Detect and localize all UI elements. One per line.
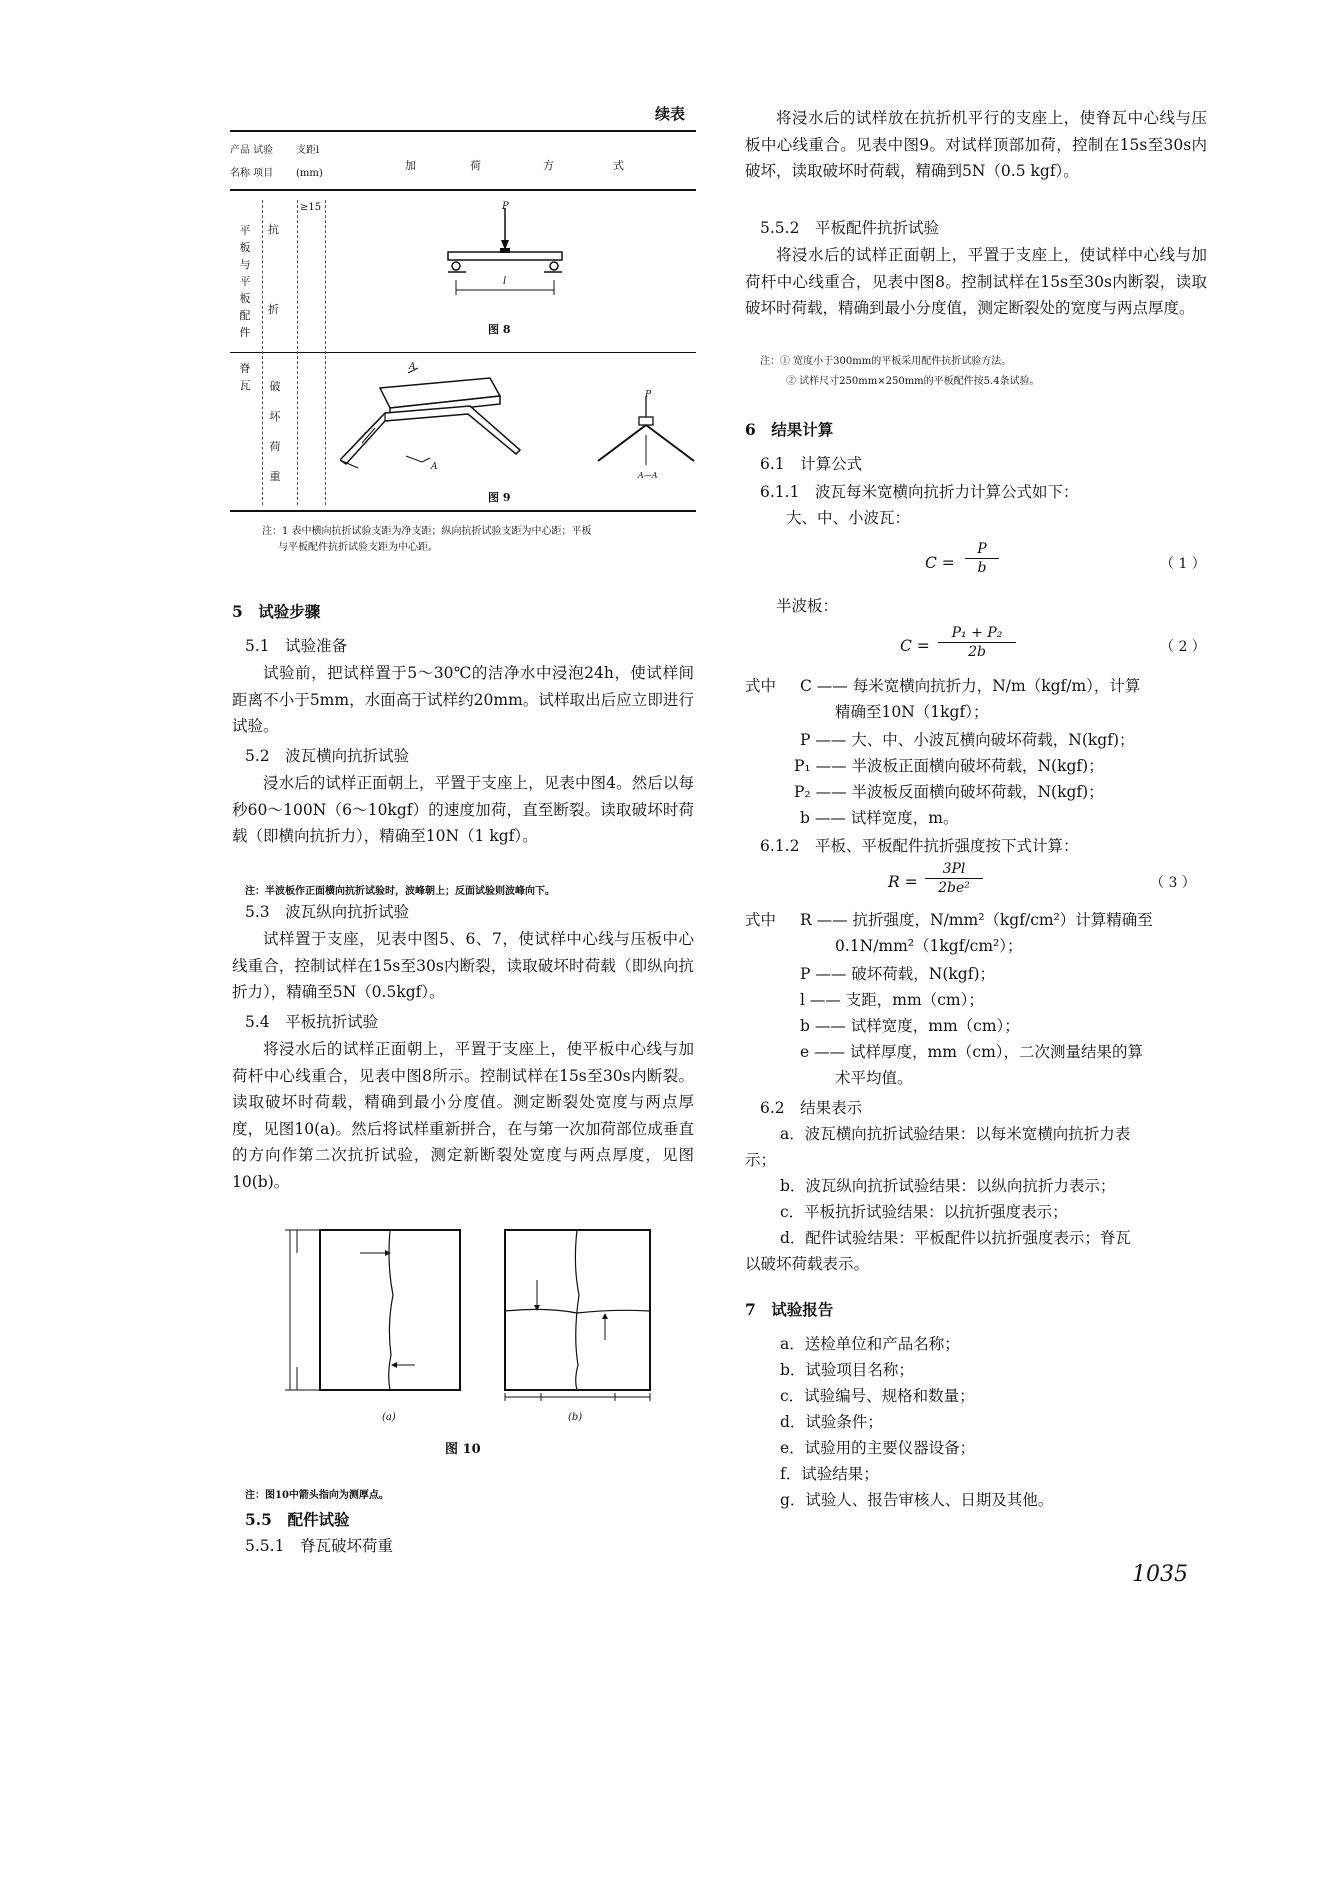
header-loading-2: 荷: [470, 159, 481, 172]
def-b: b —— 试样宽度，m。: [800, 809, 959, 827]
section-6-1-title: 6.1 计算公式: [760, 455, 863, 473]
table-note-line2: 与平板配件抗折试验支距为中心距。: [278, 542, 438, 553]
row1-span: ≥15: [300, 202, 322, 213]
def-l: l —— 支距，mm（cm）；: [800, 991, 984, 1009]
report-item-c: c．试验编号、规格和数量；: [780, 1387, 975, 1405]
def-C-2: 精确至10N（1kgf）；: [835, 703, 989, 721]
def-e-1: e —— 试样厚度，mm（cm），二次测量结果的算: [800, 1043, 1144, 1061]
fig8-diagram: [440, 200, 570, 310]
table-col-divider-2: [297, 200, 298, 505]
page-number: 1035: [1132, 1562, 1188, 1587]
report-item-d: d．试验条件；: [780, 1413, 883, 1431]
half-wave-label: 半波板：: [776, 597, 839, 615]
section-5-5-1-title: 5.5.1 脊瓦破坏荷重: [245, 1537, 393, 1555]
section-5-5-2-note-2: ② 试样尺寸250mm×250mm的平板配件按5.4条试验。: [786, 376, 1040, 387]
section-6-1-2-text: 6.1.2 平板、平板配件抗折强度按下式计算：: [760, 837, 1079, 855]
eq1-number: （ 1 ）: [1160, 556, 1206, 572]
def-R-2: 0.1N/mm²（1kgf/cm²）；: [835, 937, 1023, 955]
section-6-1-1-sub: 大、中、小波瓦：: [786, 509, 911, 527]
section-6-title: 6 结果计算: [745, 420, 834, 439]
section-5-5-2-text: 将浸水后的试样正面朝上，平置于支座上，使试样中心线与加荷杆中心线重合，见表中图8。控制试样在15s至30s内断裂，读取破坏时荷载，精确到最小分度值，测定断裂处的宽度与两点厚度。: [745, 246, 1207, 317]
eq1-lhs: C =: [925, 554, 955, 572]
row1-product: 平板与平板配件: [239, 224, 251, 339]
eq3-numerator: 3Pl: [925, 860, 983, 879]
fig9-ridge-tile: [340, 358, 540, 480]
section-5-2-text: 浸水后的试样正面朝上，平置于支座上，见表中图4。然后以每秒60～100N（6～10kgf）的速度加荷，直至断裂。读取破坏时荷载（即横向抗折力），精确至10N（1 kgf）。: [232, 774, 694, 845]
section-5-3-text: 试样置于支座，见表中图5、6、7，使试样中心线与压板中心线重合，控制试样在15s至30s内断裂，读取破坏时荷载（即纵向抗折力），精确至5N（0.5kgf）。: [232, 930, 694, 1001]
def-P1: P₁ —— 半波板正面横向破坏荷载，N(kgf)；: [794, 757, 1104, 775]
header-loading-4: 式: [613, 159, 624, 172]
section-5-2-note: 注：半波板作正面横向抗折试验时，波峰朝上；反面试验则波峰向下。: [245, 886, 555, 897]
eq1-numerator: P: [965, 540, 999, 559]
section-5-4-title: 5.4 平板抗折试验: [245, 1013, 379, 1031]
result-b: b．波瓦纵向抗折试验结果：以纵向抗折力表示；: [780, 1177, 1116, 1195]
continued-label: 续表: [655, 105, 686, 123]
eq1-fraction: [965, 540, 999, 577]
def-R-1: R —— 抗折强度，N/mm²（kgf/cm²）计算精确至: [800, 911, 1153, 929]
section-5-title: 5 试验步骤: [232, 602, 321, 621]
eq3-number: （ 3 ）: [1150, 875, 1196, 891]
result-c: c．平板抗折试验结果：以抗折强度表示；: [780, 1203, 1068, 1221]
section-5-3-title: 5.3 波瓦纵向抗折试验: [245, 903, 410, 921]
report-item-g: g．试验人、报告审核人、日期及其他。: [780, 1491, 1054, 1509]
section-5-5-title: 5.5 配件试验: [245, 1510, 350, 1529]
result-d-2: 以破坏荷载表示。: [745, 1255, 870, 1273]
eq2-numerator: P₁ + P₂: [938, 624, 1016, 643]
def-C-1: C —— 每米宽横向抗折力，N/m（kgf/m），计算: [800, 677, 1141, 695]
header-product-test-2: 名称 项目: [230, 168, 274, 179]
section-5-5-2-note-1: 注：① 宽度小于300mm的平板采用配件抗折试验方法。: [760, 356, 1012, 367]
report-item-e: e．试验用的主要仪器设备；: [780, 1439, 976, 1457]
header-span-2: (mm): [296, 168, 323, 179]
table-row-rule: [230, 352, 696, 353]
eq2-fraction: [938, 624, 1016, 661]
fig10-a-label: (a): [382, 1412, 396, 1423]
fig10-diagram: [285, 1225, 685, 1415]
result-d-1: d．配件试验结果：平板配件以抗折强度表示；脊瓦: [780, 1229, 1131, 1247]
fig9-label: 图 9: [488, 491, 511, 504]
report-item-b: b．试验项目名称；: [780, 1361, 914, 1379]
fig10-note: 注：图10中箭头指向为测厚点。: [245, 1490, 389, 1501]
def-e-2: 术平均值。: [835, 1069, 913, 1087]
def-P2: P₂ —— 半波板反面横向破坏荷载，N(kgf)；: [794, 783, 1104, 801]
eq3-denominator: 2be²: [938, 880, 970, 896]
fig8-label: 图 8: [488, 323, 511, 336]
section-7-title: 7 试验报告: [745, 1300, 834, 1319]
table-top-rule: [230, 130, 696, 132]
result-a-2: 示；: [745, 1151, 777, 1169]
def-b-width: b —— 试样宽度，mm（cm）；: [800, 1017, 1020, 1035]
row2-test: 破坏荷重: [269, 380, 281, 483]
section-5-4-text: 将浸水后的试样正面朝上，平置于支座上，使平板中心线与加荷杆中心线重合，见表中图8所示。控制试样在15s至30s内断裂。读取破坏时荷载，精确到最小分度值。测定断裂处宽度与两点厚度，见图10(a)。然后将试样重新拼合，在与第一次加荷部位成垂直的方向作第二次抗折试验，测定新断裂处宽度与两点厚度，见图10(b)。: [232, 1040, 694, 1191]
fig10-b-label: (b): [568, 1412, 583, 1423]
fig9-a-label-2: A: [431, 462, 438, 472]
def-P: P —— 大、中、小波瓦横向破坏荷载，N(kgf)；: [800, 731, 1135, 749]
def-P-load: P —— 破坏荷载，N(kgf)；: [800, 965, 995, 983]
section-5-5-2-title: 5.5.2 平板配件抗折试验: [760, 219, 939, 237]
table-col-divider-1: [262, 200, 263, 505]
where-label-2: 式中: [745, 911, 777, 929]
section-5-1-title: 5.1 试验准备: [245, 637, 348, 655]
fig9-a-label-1: A: [409, 362, 416, 372]
fig8-l-label: l: [503, 276, 507, 287]
fig8-p-label: P: [502, 201, 509, 212]
eq2-denominator: 2b: [968, 644, 986, 660]
eq2-lhs: C =: [900, 637, 930, 655]
section-6-2-title: 6.2 结果表示: [760, 1099, 863, 1117]
header-loading-3: 方: [543, 159, 554, 172]
table-header-rule: [230, 189, 696, 191]
table-bottom-rule: [230, 510, 696, 512]
header-span-1: 支距l: [296, 145, 320, 156]
eq3-lhs: R =: [888, 873, 918, 891]
fig10-label: 图 10: [445, 1442, 481, 1457]
row1-test-1: 抗: [268, 223, 279, 236]
table-note-line1: 注：1 表中横向抗折试验支距为净支距；纵向抗折试验支距为中心距；平板: [262, 526, 592, 537]
section-5-5-1-text: 将浸水后的试样放在抗折机平行的支座上，使脊瓦中心线与压板中心线重合。见表中图9。对试样顶部加荷，控制在15s至30s内破坏，读取破坏时荷载，精确到5N（0.5 kgf）。: [745, 109, 1207, 180]
row2-product: 脊瓦: [239, 362, 251, 392]
header-product-test-1: 产品 试验: [230, 145, 274, 156]
eq2-number: （ 2 ）: [1160, 639, 1206, 655]
report-item-a: a．送检单位和产品名称；: [780, 1335, 960, 1353]
fig9-p-label: P: [645, 390, 652, 400]
report-item-f: f．试验结果；: [780, 1465, 879, 1483]
where-label-1: 式中: [745, 677, 777, 695]
header-loading-1: 加: [405, 159, 416, 172]
result-a-1: a．波瓦横向抗折试验结果：以每米宽横向抗折力表: [780, 1125, 1131, 1143]
row1-test-2: 折: [268, 303, 279, 316]
fig9-aa-label: A—A: [638, 471, 658, 480]
eq3-fraction: [925, 860, 983, 897]
table-col-divider-3: [325, 200, 326, 505]
section-5-2-title: 5.2 波瓦横向抗折试验: [245, 747, 410, 765]
section-5-1-text: 试验前，把试样置于5～30℃的洁净水中浸泡24h，使试样间距离不小于5mm，水面高于试样约20mm。试样取出后应立即进行试验。: [232, 664, 694, 735]
section-6-1-1-text: 6.1.1 波瓦每米宽横向抗折力计算公式如下：: [760, 483, 1079, 501]
eq1-denominator: b: [977, 560, 987, 576]
